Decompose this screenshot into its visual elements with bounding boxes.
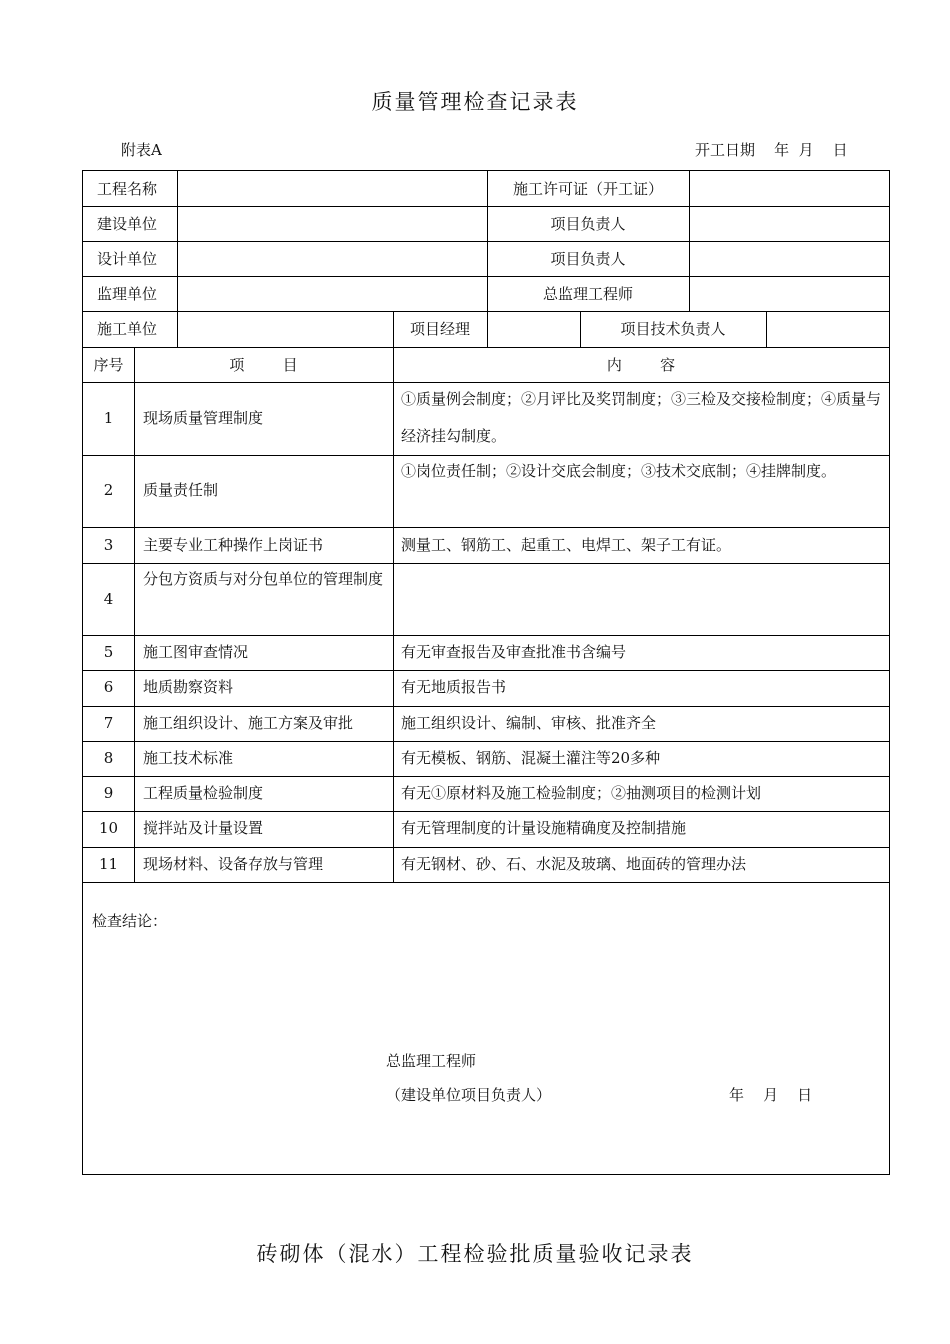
permit-text: 施工许可证（开工证） — [512, 180, 663, 198]
owner-leader-text: 项目负责人 — [550, 215, 626, 233]
row-content: 有无钢材、砂、石、水泥及玻璃、地面砖的管理办法 — [401, 855, 747, 873]
project-name-label: 工程名称 — [97, 180, 158, 198]
grid-line — [83, 882, 889, 883]
owner-leader-signature: （建设单位项目负责人） — [386, 1086, 552, 1104]
grid-line — [766, 311, 767, 347]
row-item: 质量责任制 — [143, 481, 219, 499]
row-no: 10 — [98, 819, 119, 837]
row-content: ①岗位责任制；②设计交底会制度；③技术交底制；④挂牌制度。 — [401, 462, 837, 480]
row-content: 有无管理制度的计量设施精确度及控制措施 — [401, 819, 687, 837]
permit-label — [487, 171, 689, 207]
tech-leader-text: 项目技术负责人 — [620, 320, 726, 338]
row-content: ①质量例会制度；②月评比及奖罚制度；③三检及交接检制度；④质量与经济挂勾制度。 — [401, 390, 882, 445]
row-no: 3 — [103, 536, 114, 554]
row-item: 主要专业工种操作上岗证书 — [143, 536, 324, 554]
row-content: 有无模板、钢筋、混凝土灌注等20多种 — [401, 749, 661, 767]
supervision-unit-label: 监理单位 — [97, 285, 158, 303]
row-content: 施工组织设计、编制、审核、批准齐全 — [401, 714, 657, 732]
row-item: 施工图审查情况 — [143, 643, 249, 661]
grid-line — [689, 171, 690, 312]
row-no: 9 — [103, 784, 114, 802]
row-no: 8 — [103, 749, 114, 767]
row-item: 地质勘察资料 — [143, 678, 234, 696]
col-header-content: 内 容 — [606, 356, 676, 374]
annex-label: 附表A — [121, 141, 162, 159]
conclusion-label: 检查结论： — [92, 912, 168, 930]
row-item: 现场材料、设备存放与管理 — [143, 855, 324, 873]
project-manager-text: 项目经理 — [409, 320, 470, 338]
row-no: 6 — [103, 678, 114, 696]
row-no: 1 — [103, 409, 114, 427]
design-leader-label — [487, 241, 689, 277]
grid-line — [83, 206, 889, 207]
grid-line — [134, 347, 135, 883]
construction-unit-label: 施工单位 — [97, 320, 158, 338]
col-header-no: 序号 — [93, 356, 124, 374]
grid-line — [83, 276, 889, 277]
row-item: 工程质量检验制度 — [143, 784, 264, 802]
row-item: 施工组织设计、施工方案及审批 — [143, 714, 354, 732]
col-header-item: 项 目 — [229, 356, 298, 374]
quality-check-form — [82, 170, 890, 1175]
grid-line — [487, 311, 488, 347]
project-manager-label — [393, 311, 487, 347]
design-unit-label: 设计单位 — [97, 250, 158, 268]
row-no: 7 — [103, 714, 114, 732]
row-content: 有无①原材料及施工检验制度；②抽测项目的检测计划 — [401, 784, 762, 802]
row-content: 有无审查报告及审查批准书含编号 — [401, 643, 627, 661]
grid-line — [177, 171, 178, 312]
row-no: 2 — [103, 481, 114, 499]
sign-date: 年 月 日 — [729, 1086, 813, 1104]
row-no: 5 — [103, 643, 114, 661]
owner-leader-label — [487, 206, 689, 242]
row-no: 4 — [103, 590, 114, 608]
grid-line — [393, 347, 394, 883]
chief-supervisor-text: 总监理工程师 — [542, 285, 633, 303]
chief-supervisor-label — [487, 276, 689, 312]
start-date: 开工日期 年 月 日 — [695, 141, 848, 159]
tech-leader-label — [580, 311, 766, 347]
row-item: 施工技术标准 — [143, 749, 234, 767]
row-content: 有无地质报告书 — [401, 678, 507, 696]
design-leader-text: 项目负责人 — [550, 250, 626, 268]
owner-unit-label: 建设单位 — [97, 215, 158, 233]
next-form-title: 砖砌体（混水）工程检验批质量验收记录表 — [256, 1242, 694, 1266]
chief-supervisor-signature: 总监理工程师 — [386, 1052, 477, 1070]
page-title: 质量管理检查记录表 — [371, 90, 579, 114]
row-item: 搅拌站及计量设置 — [143, 819, 264, 837]
grid-line — [83, 241, 889, 242]
row-no: 11 — [98, 855, 119, 873]
row-content: 测量工、钢筋工、起重工、电焊工、架子工有证。 — [401, 536, 732, 554]
grid-line — [177, 311, 178, 347]
row-item: 分包方资质与对分包单位的管理制度 — [143, 570, 384, 588]
row-item: 现场质量管理制度 — [143, 409, 264, 427]
